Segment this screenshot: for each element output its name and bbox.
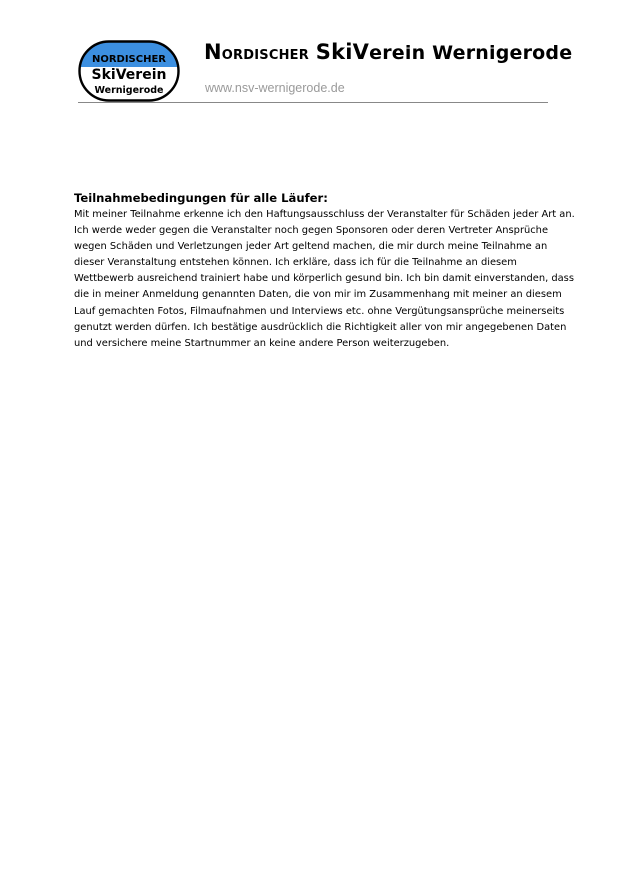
website-url: www.nsv-wernigerode.de (205, 81, 345, 95)
paragraph-line: genutzt werden dürfen. Ich bestätige ausdrücklich die Richtigkeit aller von mir angegebenen Daten (74, 321, 567, 333)
club-logo (78, 40, 180, 102)
logo-line1: NORDISCHER (91, 54, 167, 65)
org-name: NORDISCHER SkiVerein Wernigerode (204, 40, 573, 64)
document-body (74, 191, 575, 352)
logo-line2: SkiVerein (91, 67, 167, 83)
document-heading: Teilnahmebedingungen für alle Läufer: (74, 191, 328, 205)
paragraph-line: Wettbewerb ausreichend trainiert habe und körperlich gesund bin. Ich bin damit einverstanden, dass (74, 273, 574, 285)
header-divider (78, 102, 548, 103)
paragraph-line: wegen Schäden und Verletzungen jeder Art geltend machen, die mir durch meine Teilnahme an (74, 241, 548, 253)
paragraph-line: Lauf gemachten Fotos, Filmaufnahmen und Interviews etc. ohne Vergütungsansprüche meinerseits (74, 305, 565, 317)
paragraph-line: Ich werde weder gegen die Veranstalter noch gegen Sponsoren oder deren Vertreter Ansprüche (74, 225, 549, 237)
paragraph-line: Mit meiner Teilnahme erkenne ich den Haftungsausschluss der Veranstalter für Schäden jeder Art an. (74, 209, 575, 220)
paragraph-line: die in meiner Anmeldung genannten Daten, die von mir im Zusammenhang mit meiner an diesem (74, 289, 562, 301)
conditions-paragraph (74, 207, 575, 352)
paragraph-line: und versichere meine Startnummer an keine andere Person weiterzugeben. (74, 337, 450, 349)
logo-line3: Wernigerode (94, 85, 164, 96)
paragraph-line: dieser Veranstaltung entstehen können. Ich erkläre, dass ich für die Teilnahme an diesem (74, 257, 517, 269)
